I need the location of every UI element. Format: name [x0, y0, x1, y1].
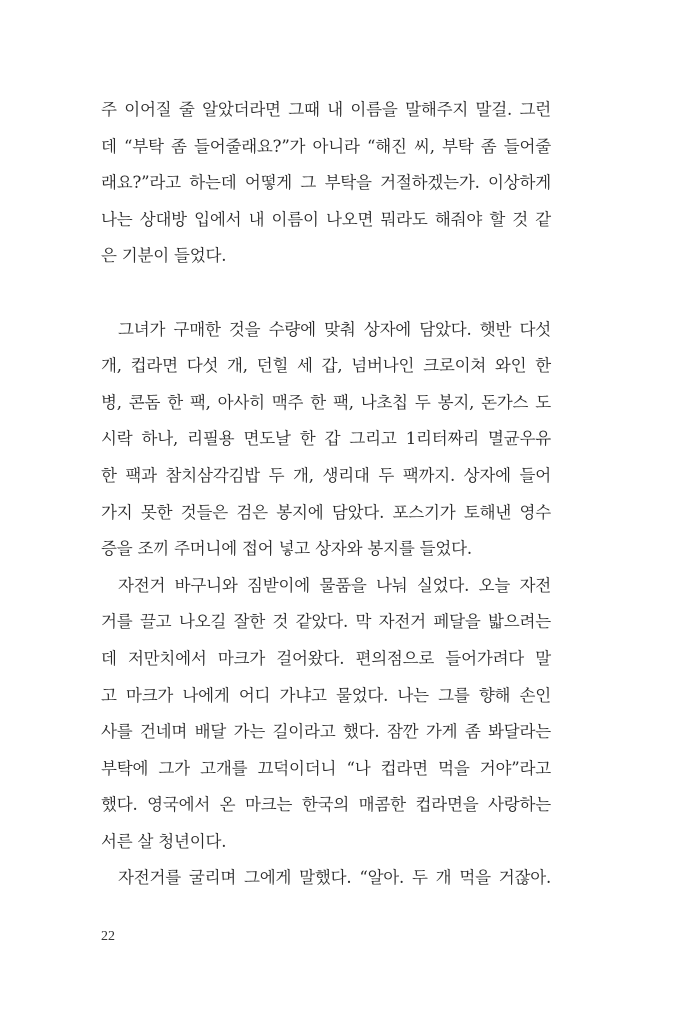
- text-line: 그녀가 구매한 것을 수량에 맞춰 상자에 담았다. 햇반 다섯: [118, 319, 551, 339]
- text-line: 사를 건네며 배달 가는 길이라고 했다. 잠깐 가게 좀 봐달라는: [101, 722, 551, 742]
- text-line: 나는 상대방 입에서 내 이름이 나오면 뭐라도 해줘야 할 것 같: [101, 209, 551, 229]
- section-break: [101, 275, 551, 312]
- text-line: 서른 살 청년이다.: [101, 831, 227, 851]
- text-line: 데 “부탁 좀 들어줄래요?”가 아니라 “해진 씨, 부탁 좀 들어줄: [101, 136, 551, 156]
- text-line: 은 기분이 들었다.: [101, 246, 227, 266]
- text-line: 한 팩과 참치삼각김밥 두 개, 생리대 두 팩까지. 상자에 들어: [101, 465, 551, 485]
- text-line: 했다. 영국에서 온 마크는 한국의 매콤한 컵라면을 사랑하는: [101, 795, 551, 815]
- paragraph: [101, 860, 551, 897]
- text-line: 주 이어질 줄 알았더라면 그때 내 이름을 말해주지 말걸. 그런: [101, 100, 551, 119]
- text-line: 시락 하나, 리필용 면도날 한 갑 그리고 1리터짜리 멸균우유: [101, 429, 551, 449]
- text-line: 병, 콘돔 한 팩, 아사히 맥주 한 팩, 나초칩 두 봉지, 돈가스 도: [101, 392, 551, 412]
- text-line: 거를 끌고 나오길 잘한 것 같았다. 막 자전거 페달을 밟으려는: [101, 612, 551, 632]
- text-line: 부탁에 그가 고개를 끄덕이더니 “나 컵라면 먹을 거야”라고: [101, 758, 551, 778]
- text-line: 개, 컵라면 다섯 개, 던힐 세 갑, 넘버나인 크로이쳐 와인 한: [101, 356, 551, 376]
- paragraph: [101, 568, 551, 861]
- text-line: 가지 못한 것들은 검은 봉지에 담았다. 포스기가 토해낸 영수: [101, 502, 551, 522]
- body-text: [101, 92, 551, 897]
- text-line: 데 저만치에서 마크가 걸어왔다. 편의점으로 들어가려다 말: [101, 648, 551, 668]
- paragraph: [101, 312, 551, 568]
- text-line: 증을 조끼 주머니에 접어 넣고 상자와 봉지를 들었다.: [101, 539, 472, 559]
- text-line: 자전거를 굴리며 그에게 말했다. “알아. 두 개 먹을 거잖아.: [118, 868, 551, 888]
- text-line: 자전거 바구니와 짐받이에 물품을 나눠 실었다. 오늘 자전: [118, 575, 551, 595]
- page-number: 22: [101, 929, 115, 944]
- text-line: 래요?”라고 하는데 어떻게 그 부탁을 거절하겠는가. 이상하게: [101, 173, 551, 193]
- paragraph: [101, 92, 551, 275]
- text-line: 고 마크가 나에게 어디 가냐고 물었다. 나는 그를 향해 손인: [101, 685, 551, 705]
